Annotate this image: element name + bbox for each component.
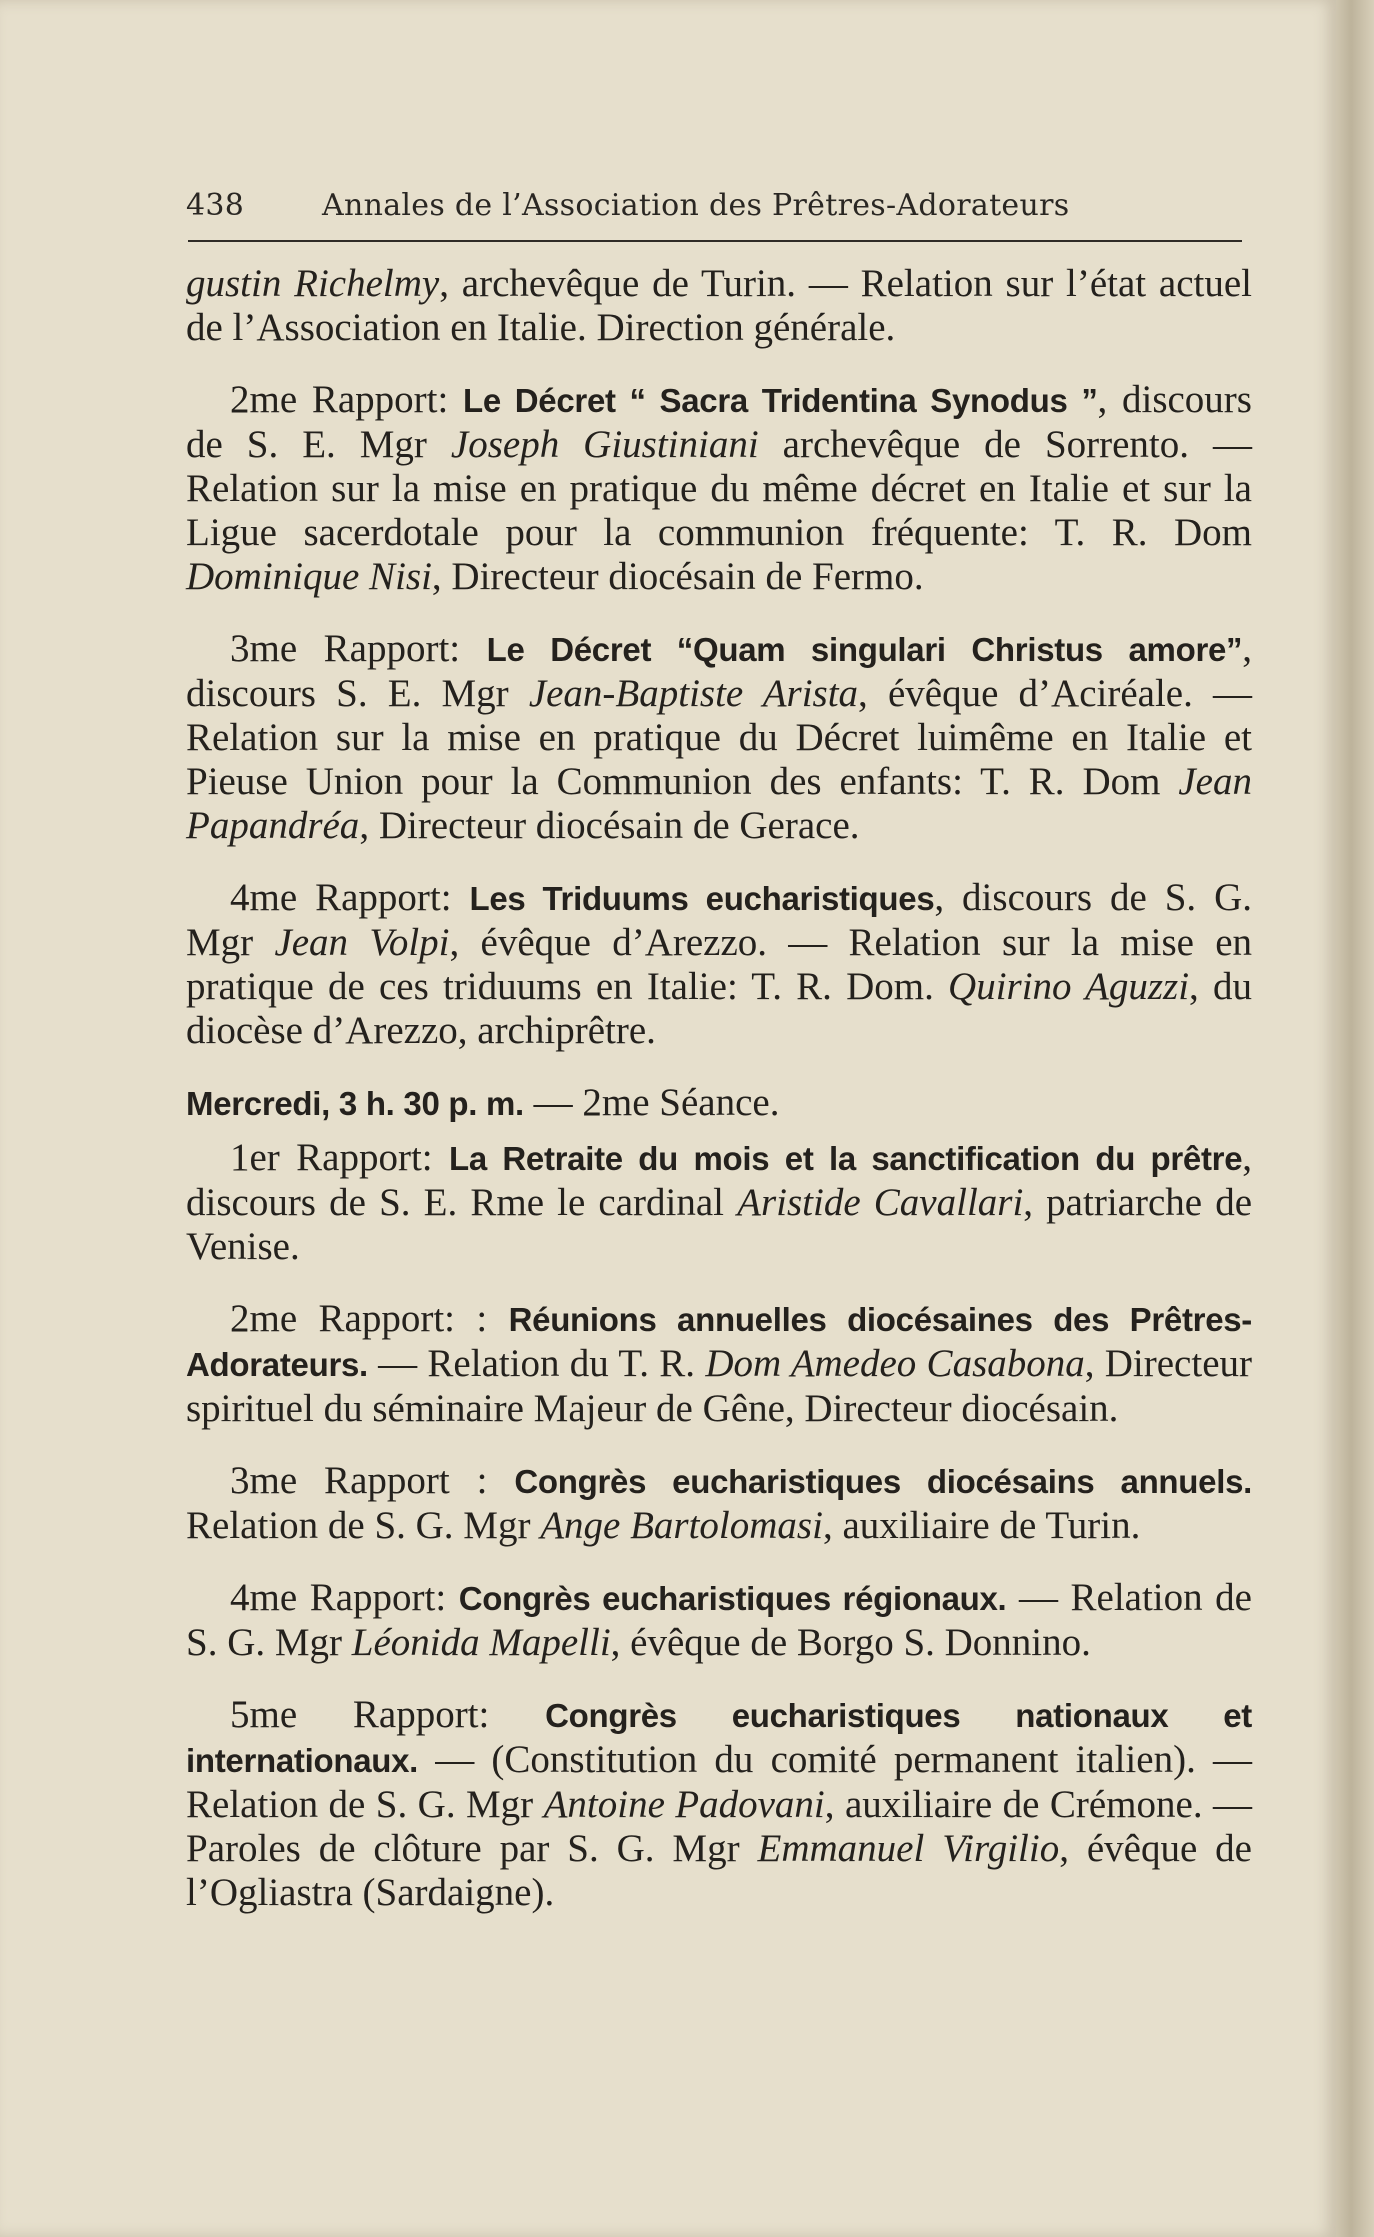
text-segment: , discours de S. E. Rme le cardinal <box>186 1136 1253 1224</box>
bold-title: Congrès eucharistiques régionaux. <box>458 1580 1007 1617</box>
paragraph <box>186 1081 1252 1126</box>
text-segment: , auxiliaire de Crémone. — Paroles de clôture par S. G. Mgr <box>186 1783 1252 1870</box>
paragraph <box>186 1576 1252 1665</box>
text-segment: , patriarche de Venise. <box>186 1181 1253 1268</box>
italic-name: Jean Papandréa <box>186 760 1252 847</box>
text-segment: 1er Rapport: <box>230 1136 449 1179</box>
text-segment: 4me Rapport: <box>230 876 470 919</box>
italic-name: Jean Volpi <box>274 921 450 964</box>
italic-name: Ange Bartolomasi <box>540 1504 823 1547</box>
text-segment: , Directeur spirituel du séminaire Majeur de Gêne, Directeur diocésain. <box>186 1342 1252 1430</box>
text-segment: 2me Rapport: <box>230 378 464 421</box>
italic-name: Jean-Baptiste Arista <box>528 672 859 715</box>
paragraph <box>186 1693 1252 1915</box>
running-title: Annales de l’Association des Prêtres-Adorateurs <box>322 188 1070 223</box>
italic-name: Emmanuel Virgilio <box>757 1827 1060 1870</box>
text-segment: — (Constitution du comité permanent italien). — Relation de S. G. Mgr <box>186 1738 1252 1826</box>
paragraph <box>186 1459 1252 1548</box>
header-rule <box>188 240 1242 242</box>
bold-title: Congrès eucharistiques nationaux et internationaux. <box>186 1697 1252 1779</box>
italic-name: Quirino Aguzzi <box>948 965 1190 1008</box>
italic-name: Antoine Padovani <box>543 1783 825 1826</box>
text-segment: archevêque de Sorrento. — Relation sur la mise en pratique du même décret en Italie et sur la Ligue sacerdotale pour la communion fréquente: T. R. Dom <box>186 423 1252 554</box>
bold-title: Les Triduums eucharistiques <box>469 880 935 917</box>
bold-title: La Retraite du mois et la sanctification du prêtre <box>448 1140 1243 1177</box>
page-number: 438 <box>186 188 245 223</box>
text-segment: 2me Rapport: : <box>230 1297 509 1340</box>
bold-title: Congrès eucharistiques diocésains annuels. <box>514 1463 1252 1500</box>
text-segment: , du diocèse d’Arezzo, archiprêtre. <box>186 965 1252 1052</box>
italic-name: Dom Amedeo Casabona <box>705 1342 1085 1385</box>
text-segment: 5me Rapport: <box>230 1693 546 1736</box>
text-segment: , discours de S. E. Mgr <box>186 378 1252 466</box>
italic-name: Aristide Cavallari <box>737 1181 1024 1224</box>
italic-name: Dominique Nisi <box>186 555 432 598</box>
text-segment: , évêque de l’Ogliastra (Sardaigne). <box>186 1827 1252 1914</box>
text-segment: 4me Rapport: <box>230 1576 459 1619</box>
text-segment: , Directeur diocésain de Gerace. <box>359 804 860 847</box>
bold-title: Réunions annuelles diocésaines des Prêtres-Adorateurs. <box>186 1301 1252 1383</box>
text-segment: , évêque de Borgo S. Donnino. <box>610 1621 1091 1664</box>
text-segment: , Directeur diocésain de Fermo. <box>431 555 924 598</box>
italic-name: gustin Richelmy <box>186 262 440 305</box>
paragraph <box>186 1297 1252 1431</box>
text-segment: , discours de S. G. Mgr <box>186 876 1252 964</box>
text-segment: 3me Rapport: <box>230 627 487 670</box>
italic-name: Léonida Mapelli <box>351 1621 611 1664</box>
text-segment: — Relation du T. R. <box>367 1342 706 1385</box>
text-segment: 3me Rapport : <box>230 1459 515 1502</box>
bold-title: Le Décret “ Sacra Tridentina Synodus ” <box>463 382 1098 419</box>
paragraph <box>186 876 1252 1053</box>
paragraph <box>186 1136 1252 1269</box>
text-segment: , archevêque de Turin. — Relation sur l’état actuel de l’Association en Italie. Direction générale. <box>186 262 1253 349</box>
paragraph <box>186 627 1252 848</box>
text-segment: , évêque d’Aciréale. — Relation sur la mise en pratique du Décret luimême en Italie et Pieuse Union pour la Communion des enfants: T. R. Dom <box>186 672 1253 803</box>
italic-name: Joseph Giustiniani <box>450 423 759 466</box>
page-body <box>186 262 1252 1943</box>
text-segment: — Relation de S. G. Mgr <box>186 1576 1252 1664</box>
text-segment: — 2me Séance. <box>523 1081 780 1124</box>
text-segment: , discours S. E. Mgr <box>186 627 1252 715</box>
paragraph <box>186 262 1252 350</box>
text-segment: Relation de S. G. Mgr <box>186 1504 541 1547</box>
bold-title: Mercredi, 3 h. 30 p. m. <box>186 1085 524 1122</box>
page-edge <box>1336 0 1374 2237</box>
bold-title: Le Décret “Quam singulari Christus amore” <box>486 631 1243 668</box>
text-segment: , auxiliaire de Turin. <box>822 1504 1141 1547</box>
text-segment: , évêque d’Arezzo. — Relation sur la mise en pratique de ces triduums en Italie: T. R. Dom. <box>186 921 1253 1008</box>
running-header <box>186 188 1242 228</box>
paragraph <box>186 378 1252 599</box>
